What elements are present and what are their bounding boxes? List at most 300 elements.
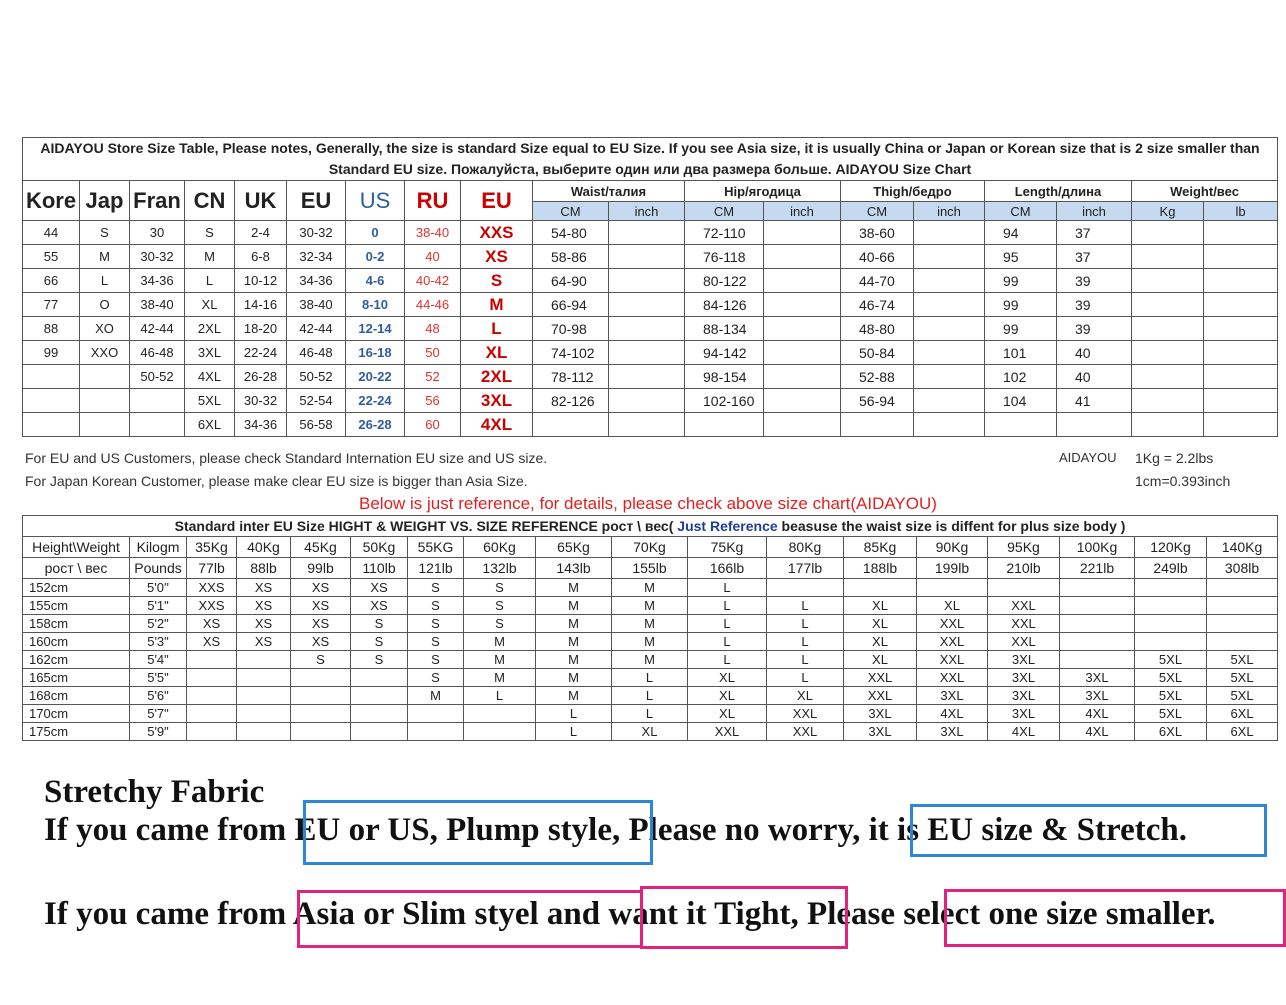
size-cell: 104 (985, 389, 1057, 413)
size-cell: 12-14 (346, 317, 405, 341)
size-cell: 74-102 (533, 341, 609, 365)
group-thigh: Thigh/бедро (841, 181, 985, 202)
reference-cell: 5XL (1207, 687, 1278, 705)
size-cell (914, 365, 985, 389)
size-cell: 80-122 (685, 269, 764, 293)
reference-cell: XS (351, 597, 408, 615)
size-cell: 48-80 (841, 317, 914, 341)
reference-cell: XXL (767, 705, 844, 723)
size-cell (764, 413, 841, 437)
reference-cell: L (612, 705, 688, 723)
reference-cell: L (464, 687, 536, 705)
size-cell (914, 389, 985, 413)
reference-header-cell: 88lb (237, 558, 291, 579)
reference-cell: L (688, 651, 767, 669)
header-eu-red: EU (461, 181, 533, 221)
size-cell: 3XL (461, 389, 533, 413)
size-cell (764, 317, 841, 341)
size-cell: 44-46 (405, 293, 461, 317)
size-cell (985, 413, 1057, 437)
size-cell (609, 413, 685, 437)
size-cell (764, 341, 841, 365)
reference-header-cell: 166lb (688, 558, 767, 579)
reference-cell: 175cm (23, 723, 130, 741)
reference-header-cell: 80Kg (767, 537, 844, 558)
size-cell (764, 221, 841, 245)
reference-header-cell: 70Kg (612, 537, 688, 558)
reference-header-cell: 65Kg (536, 537, 612, 558)
reference-header-cell: 77lb (187, 558, 237, 579)
subheader-cell: CM (533, 202, 609, 221)
subheader-cell: inch (914, 202, 985, 221)
size-cell: 0-2 (346, 245, 405, 269)
reference-cell: S (408, 579, 464, 597)
reference-header-cell: 199lb (917, 558, 988, 579)
reference-cell (237, 687, 291, 705)
size-cell (914, 317, 985, 341)
reference-cell: M (536, 669, 612, 687)
size-table (22, 137, 1278, 437)
reference-cell: 158cm (23, 615, 130, 633)
size-cell: 66 (23, 269, 80, 293)
size-cell: 34-36 (235, 413, 287, 437)
size-cell: 5XL (185, 389, 235, 413)
size-cell (80, 365, 130, 389)
reference-cell: XXL (767, 723, 844, 741)
size-cell: 30-32 (287, 221, 346, 245)
reference-cell (1060, 633, 1135, 651)
size-cell: 39 (1057, 317, 1132, 341)
reference-header-cell: 110lb (351, 558, 408, 579)
size-cell: S (80, 221, 130, 245)
size-cell (914, 221, 985, 245)
size-cell: 46-48 (287, 341, 346, 365)
reference-table-caption: Standard inter EU Size HIGHT & WEIGHT VS. SIZE REFERENCE рост \ вес( Just Reference beasuse the waist size is diffent for plus size body ) (23, 516, 1278, 537)
reference-cell: 5XL (1135, 687, 1207, 705)
size-cell (764, 365, 841, 389)
reference-cell: M (612, 615, 688, 633)
reference-cell: XL (688, 669, 767, 687)
size-cell: 76-118 (685, 245, 764, 269)
size-cell: 99 (23, 341, 80, 365)
size-cell (1204, 245, 1278, 269)
size-cell: 70-98 (533, 317, 609, 341)
reference-cell (187, 705, 237, 723)
reference-cell: 162cm (23, 651, 130, 669)
reference-cell: L (767, 633, 844, 651)
reference-cell: 3XL (1060, 687, 1135, 705)
size-cell: XS (461, 245, 533, 269)
reference-cell: S (351, 633, 408, 651)
group-waist: Waist/талия (533, 181, 685, 202)
reference-cell: XL (688, 705, 767, 723)
highlight-box-asia (297, 890, 643, 948)
size-table-caption: AIDAYOU Store Size Table, Please notes, Generally, the size is standard Size equal to EU Size. If you see Asia size, it is usually China or Japan or Korean size that is 2 size smaller than Standard EU size. Пожалуйста, выберите один или два размера больше. AIDAYOU Size Chart (23, 138, 1278, 181)
size-cell: XXS (461, 221, 533, 245)
size-cell: 16-18 (346, 341, 405, 365)
reference-cell (237, 705, 291, 723)
reference-cell (408, 723, 464, 741)
reference-cell: 160cm (23, 633, 130, 651)
reference-cell: 3XL (988, 705, 1060, 723)
size-cell: 30 (130, 221, 185, 245)
reference-cell: XL (612, 723, 688, 741)
reference-cell (1135, 633, 1207, 651)
size-cell (1132, 221, 1204, 245)
size-cell: 20-22 (346, 365, 405, 389)
reference-cell: L (688, 633, 767, 651)
size-cell: S (461, 269, 533, 293)
size-cell: 82-126 (533, 389, 609, 413)
reference-cell (1207, 579, 1278, 597)
header-eu: EU (287, 181, 346, 221)
reference-cell: 165cm (23, 669, 130, 687)
size-cell (80, 413, 130, 437)
reference-cell: M (464, 669, 536, 687)
size-cell: 77 (23, 293, 80, 317)
reference-cell: M (536, 615, 612, 633)
size-cell: 42-44 (287, 317, 346, 341)
size-cell: 30-32 (235, 389, 287, 413)
reference-cell: 6XL (1207, 723, 1278, 741)
reference-cell: 3XL (844, 705, 917, 723)
reference-cell: 152cm (23, 579, 130, 597)
reference-cell: XXL (917, 615, 988, 633)
reference-cell (1207, 615, 1278, 633)
reference-cell: 5XL (1207, 669, 1278, 687)
reference-row (23, 615, 1278, 633)
reference-cell: XL (844, 615, 917, 633)
highlight-box-eu-us (303, 800, 653, 865)
size-cell (764, 293, 841, 317)
reference-cell: L (688, 597, 767, 615)
size-row (23, 221, 1278, 245)
reference-cell (1207, 633, 1278, 651)
reference-cell (237, 723, 291, 741)
header-jap: Jap (80, 181, 130, 221)
height-weight-reference-table (22, 515, 1278, 741)
reference-cell: XXS (187, 579, 237, 597)
size-cell (130, 389, 185, 413)
size-cell: 40 (405, 245, 461, 269)
size-row (23, 269, 1278, 293)
reference-cell: XS (351, 579, 408, 597)
size-cell (914, 293, 985, 317)
reference-cell: XS (291, 633, 351, 651)
reference-header-cell: 75Kg (688, 537, 767, 558)
header-fran: Fran (130, 181, 185, 221)
highlight-box-eu-size (910, 804, 1267, 857)
size-cell: 52-88 (841, 365, 914, 389)
reference-cell: XXS (187, 597, 237, 615)
reference-cell (351, 723, 408, 741)
size-cell: 6XL (185, 413, 235, 437)
subheader-cell: lb (1204, 202, 1278, 221)
reference-cell: 155cm (23, 597, 130, 615)
size-cell: 38-40 (130, 293, 185, 317)
subheader-cell: inch (1057, 202, 1132, 221)
header-us: US (346, 181, 405, 221)
size-cell (609, 365, 685, 389)
reference-cell: 5'3" (130, 633, 187, 651)
reference-cell: S (464, 579, 536, 597)
fabric-line-eu-us: If you came from EU or US, Plump style, Please no worry, it is EU size & Stretch. (44, 812, 1187, 848)
size-cell (1132, 245, 1204, 269)
reference-cell: S (291, 651, 351, 669)
size-cell (914, 341, 985, 365)
size-cell: 50-84 (841, 341, 914, 365)
size-cell: 50 (405, 341, 461, 365)
reference-cell: M (536, 579, 612, 597)
reference-header-cell: 143lb (536, 558, 612, 579)
reference-cell: M (536, 633, 612, 651)
reference-cell (237, 669, 291, 687)
reference-cell: 3XL (988, 687, 1060, 705)
size-cell: 56-58 (287, 413, 346, 437)
size-cell: 99 (985, 269, 1057, 293)
reference-cell (1060, 615, 1135, 633)
fabric-line-asia: If you came from Asia or Slim styel and want it Tight, Please select one size smaller. (44, 896, 1216, 932)
size-cell (80, 389, 130, 413)
reference-cell: S (408, 651, 464, 669)
size-cell: 2XL (461, 365, 533, 389)
reference-cell: L (767, 615, 844, 633)
reference-cell (1060, 651, 1135, 669)
size-cell: 88-134 (685, 317, 764, 341)
reference-cell (187, 723, 237, 741)
reference-header-cell: 50Kg (351, 537, 408, 558)
size-cell: 94-142 (685, 341, 764, 365)
size-cell: 32-34 (287, 245, 346, 269)
size-cell (764, 389, 841, 413)
size-cell (841, 413, 914, 437)
size-cell: 56-94 (841, 389, 914, 413)
size-cell: 37 (1057, 221, 1132, 245)
size-row (23, 341, 1278, 365)
reference-cell: 3XL (844, 723, 917, 741)
size-cell: 94 (985, 221, 1057, 245)
reference-cell: XXL (844, 669, 917, 687)
reference-cell: M (612, 579, 688, 597)
reference-cell: 5'9" (130, 723, 187, 741)
reference-cell (917, 579, 988, 597)
reference-header-cell: 35Kg (187, 537, 237, 558)
size-cell: 50-52 (130, 365, 185, 389)
reference-cell (351, 669, 408, 687)
size-cell (1204, 269, 1278, 293)
size-cell: 44 (23, 221, 80, 245)
reference-cell: XXL (917, 669, 988, 687)
reference-cell (464, 705, 536, 723)
size-cell: 38-60 (841, 221, 914, 245)
reference-cell: XL (844, 651, 917, 669)
size-cell (609, 341, 685, 365)
size-cell: 39 (1057, 269, 1132, 293)
reference-cell: 6XL (1135, 723, 1207, 741)
reference-cell (464, 723, 536, 741)
reference-cell: S (464, 597, 536, 615)
size-cell: 102 (985, 365, 1057, 389)
highlight-box-tight (640, 886, 848, 949)
reference-cell (187, 687, 237, 705)
reference-header-cell: Kilogm (130, 537, 187, 558)
size-cell (609, 245, 685, 269)
size-cell: 26-28 (235, 365, 287, 389)
reference-cell: 5'4" (130, 651, 187, 669)
size-cell: 38-40 (405, 221, 461, 245)
size-cell: 22-24 (346, 389, 405, 413)
reference-header-cell: 308lb (1207, 558, 1278, 579)
size-cell: 39 (1057, 293, 1132, 317)
size-cell: 64-90 (533, 269, 609, 293)
size-cell: 40-66 (841, 245, 914, 269)
reference-cell: 5XL (1135, 705, 1207, 723)
reference-header-cell: Pounds (130, 558, 187, 579)
reference-cell: L (767, 669, 844, 687)
size-cell (685, 413, 764, 437)
size-cell: 37 (1057, 245, 1132, 269)
reference-cell: 3XL (917, 687, 988, 705)
size-cell: 84-126 (685, 293, 764, 317)
reference-cell: S (408, 633, 464, 651)
reference-cell: 168cm (23, 687, 130, 705)
reference-cell: 5XL (1135, 651, 1207, 669)
reference-cell: S (408, 597, 464, 615)
reference-warning: Below is just reference, for details, please check above size chart(AIDAYOU) (359, 494, 937, 513)
reference-cell: XXL (988, 597, 1060, 615)
size-cell: 8-10 (346, 293, 405, 317)
size-cell (130, 413, 185, 437)
reference-cell (1207, 597, 1278, 615)
reference-cell: L (612, 687, 688, 705)
reference-row (23, 651, 1278, 669)
reference-cell (291, 669, 351, 687)
reference-cell: 4XL (1060, 723, 1135, 741)
size-cell (1204, 317, 1278, 341)
size-cell: 22-24 (235, 341, 287, 365)
reference-cell (988, 579, 1060, 597)
size-cell: 95 (985, 245, 1057, 269)
reference-header-cell: 210lb (988, 558, 1060, 579)
size-row (23, 365, 1278, 389)
subheader-cell: inch (764, 202, 841, 221)
subheader-cell: CM (685, 202, 764, 221)
size-cell (533, 413, 609, 437)
reference-cell: XS (291, 579, 351, 597)
size-cell: 52 (405, 365, 461, 389)
reference-header-cell: 249lb (1135, 558, 1207, 579)
reference-header-cell: 221lb (1060, 558, 1135, 579)
size-cell: 30-32 (130, 245, 185, 269)
header-kore: Kore (23, 181, 80, 221)
size-cell (1204, 293, 1278, 317)
reference-cell: L (767, 651, 844, 669)
size-cell: 48 (405, 317, 461, 341)
size-cell: 98-154 (685, 365, 764, 389)
reference-cell: 4XL (917, 705, 988, 723)
size-cell: M (461, 293, 533, 317)
size-cell (609, 317, 685, 341)
size-cell (1204, 221, 1278, 245)
size-cell: 46-48 (130, 341, 185, 365)
reference-cell: 4XL (1060, 705, 1135, 723)
size-cell: XO (80, 317, 130, 341)
reference-cell: 5'1" (130, 597, 187, 615)
size-cell (609, 269, 685, 293)
reference-cell: XXL (917, 633, 988, 651)
reference-cell: L (767, 597, 844, 615)
reference-cell: 5'0'' (130, 579, 187, 597)
size-cell: 46-74 (841, 293, 914, 317)
reference-cell (767, 579, 844, 597)
size-row (23, 389, 1278, 413)
reference-cell: M (536, 597, 612, 615)
reference-cell (187, 669, 237, 687)
size-cell (1132, 341, 1204, 365)
size-cell (914, 269, 985, 293)
size-cell: 78-112 (533, 365, 609, 389)
size-cell (1204, 365, 1278, 389)
reference-cell (291, 687, 351, 705)
size-cell: 34-36 (130, 269, 185, 293)
size-cell: 50-52 (287, 365, 346, 389)
size-cell: 0 (346, 221, 405, 245)
size-cell: 18-20 (235, 317, 287, 341)
size-cell: 6-8 (235, 245, 287, 269)
reference-cell: S (351, 615, 408, 633)
size-cell (1132, 317, 1204, 341)
header-ru: RU (405, 181, 461, 221)
reference-cell: 5'2" (130, 615, 187, 633)
reference-cell: XXL (988, 615, 1060, 633)
size-cell (1132, 389, 1204, 413)
reference-cell: XL (844, 597, 917, 615)
size-row (23, 293, 1278, 317)
reference-row (23, 579, 1278, 597)
size-cell: 34-36 (287, 269, 346, 293)
reference-cell: S (464, 615, 536, 633)
reference-cell (237, 651, 291, 669)
cm-conversion: 1cm=0.393inch (1135, 473, 1231, 489)
group-length: Length/длина (985, 181, 1132, 202)
size-cell: 41 (1057, 389, 1132, 413)
size-cell: 60 (405, 413, 461, 437)
fabric-title: Stretchy Fabric (44, 774, 265, 810)
group-hip: Hip/ягодица (685, 181, 841, 202)
reference-cell (1060, 597, 1135, 615)
reference-cell: 3XL (988, 669, 1060, 687)
reference-header-cell: 45Kg (291, 537, 351, 558)
group-weight: Weight/вес (1132, 181, 1278, 202)
reference-cell: 6XL (1207, 705, 1278, 723)
size-cell: XXO (80, 341, 130, 365)
size-cell: 26-28 (346, 413, 405, 437)
reference-cell: XS (187, 615, 237, 633)
reference-header-cell: рост \ вес (23, 558, 130, 579)
size-cell: O (80, 293, 130, 317)
reference-header-cell: 60Kg (464, 537, 536, 558)
size-cell (609, 221, 685, 245)
reference-cell: L (688, 579, 767, 597)
reference-cell: M (464, 633, 536, 651)
size-cell (1057, 413, 1132, 437)
size-cell: L (185, 269, 235, 293)
size-cell (1132, 293, 1204, 317)
size-cell (914, 413, 985, 437)
size-cell (23, 413, 80, 437)
reference-row (23, 633, 1278, 651)
reference-header-cell: Height\Weight (23, 537, 130, 558)
